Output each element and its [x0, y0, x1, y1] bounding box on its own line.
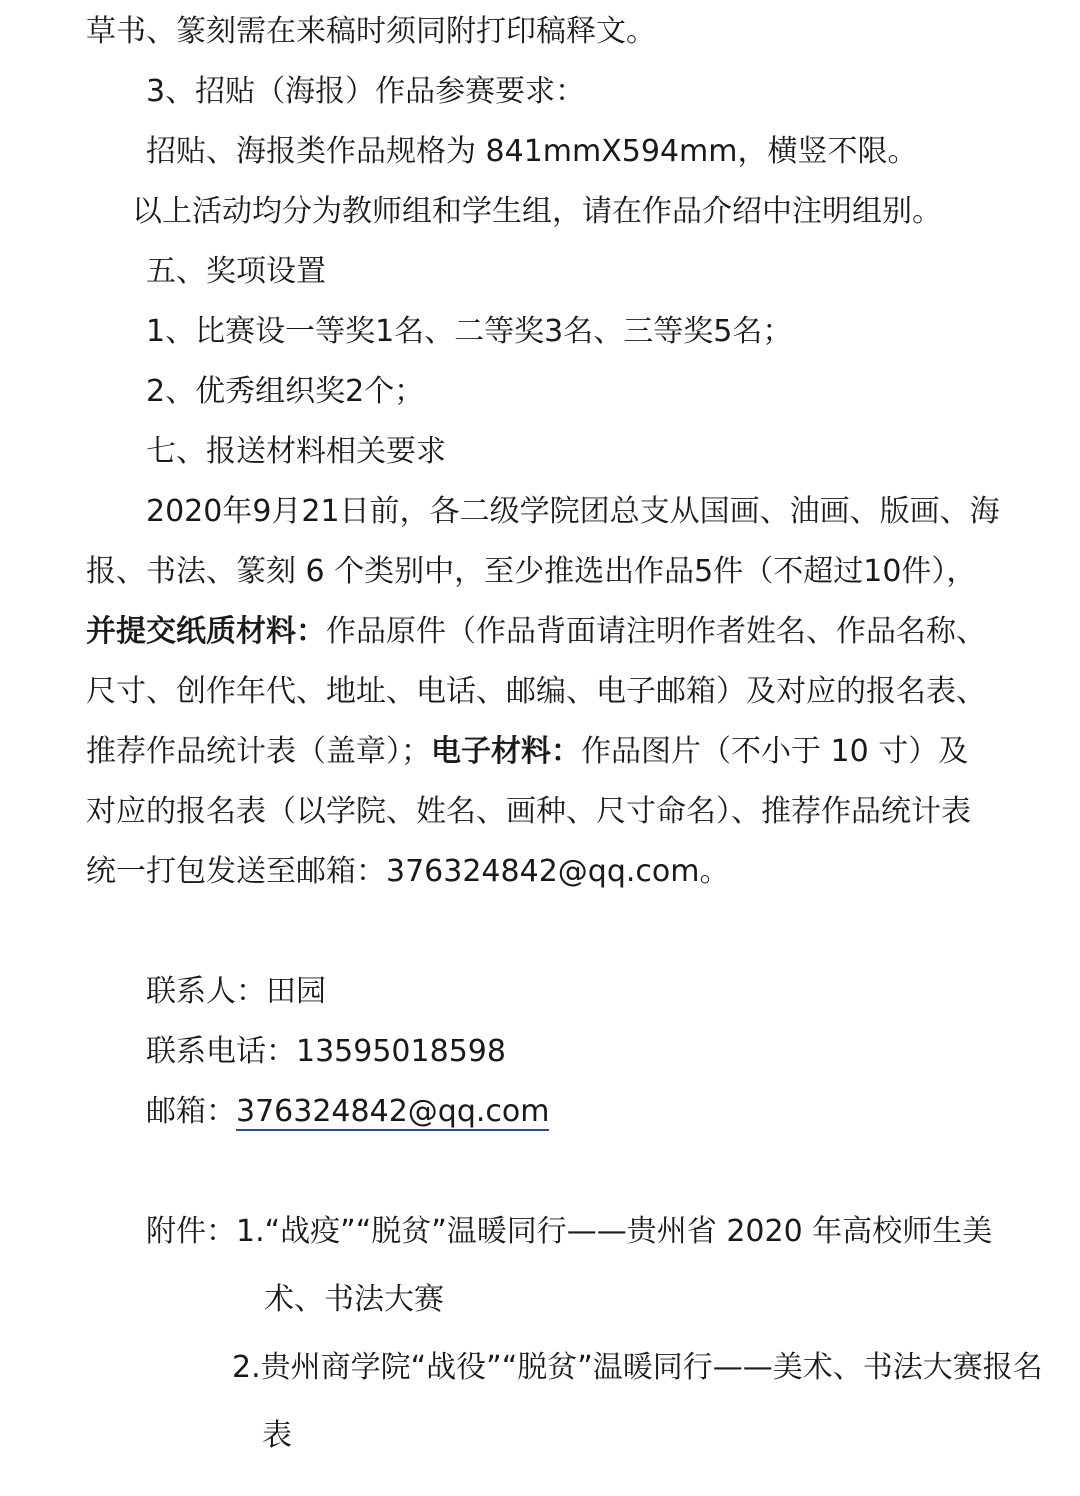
attachment-label: 附件： — [146, 1214, 236, 1249]
section-heading-awards: 五、奖项设置 — [146, 254, 326, 289]
contact-email — [146, 1092, 549, 1132]
contact-phone: 联系电话：13595018598 — [146, 1034, 506, 1069]
email-label: 邮箱： — [146, 1094, 236, 1129]
paragraph-line: 草书、篆刻需在来稿时须同附打印稿释文。 — [86, 14, 656, 49]
paragraph-line — [86, 612, 986, 652]
paragraph-line: 对应的报名表（以学院、姓名、画种、尺寸命名）、推荐作品统计表 — [86, 794, 971, 829]
paragraph-line: 报、书法、篆刻 6 个类别中，至少推选出作品5件（不超过10件）， — [86, 554, 977, 589]
paper-materials-label: 并提交纸质材料： — [86, 614, 326, 649]
email-link[interactable]: 376324842@qq.com — [236, 1094, 550, 1129]
section-heading-poster-requirements: 3、招贴（海报）作品参赛要求： — [146, 74, 586, 109]
paragraph-line: 2020年9月21日前，各二级学院团总支从国画、油画、版画、海 — [146, 494, 1000, 529]
paragraph-text: 作品原件（作品背面请注明作者姓名、作品名称、 — [326, 614, 986, 649]
paragraph-text: 推荐作品统计表（盖章）； — [86, 734, 431, 769]
paragraph-line — [86, 732, 968, 772]
attachment-title: 1.“战疫”“脱贫”温暖同行——贵州省 2020 年高校师生美 — [236, 1214, 993, 1249]
paragraph-line: 1、比赛设一等奖1名、二等奖3名、三等奖5名； — [146, 314, 793, 349]
paragraph-text: 作品图片（不小于 10 寸）及 — [581, 734, 969, 769]
attachment-item-1 — [146, 1212, 992, 1252]
paragraph-line: 2、优秀组织奖2个； — [146, 374, 425, 409]
attachment-item-2-continued: 表 — [262, 1418, 292, 1453]
attachment-item-1-continued: 术、书法大赛 — [264, 1282, 444, 1317]
contact-person: 联系人：田园 — [146, 974, 326, 1009]
attachment-item-2: 2.贵州商学院“战役”“脱贫”温暖同行——美术、书法大赛报名 — [232, 1350, 1043, 1385]
paragraph-line: 招贴、海报类作品规格为 841mmX594mm，横竖不限。 — [146, 134, 918, 169]
paragraph-line: 以上活动均分为教师组和学生组，请在作品介绍中注明组别。 — [132, 194, 942, 229]
section-heading-submission: 七、报送材料相关要求 — [146, 434, 446, 469]
paragraph-line: 尺寸、创作年代、地址、电话、邮编、电子邮箱）及对应的报名表、 — [86, 674, 986, 709]
paragraph-line: 统一打包发送至邮箱：376324842@qq.com。 — [86, 854, 730, 889]
electronic-materials-label: 电子材料： — [431, 734, 581, 769]
